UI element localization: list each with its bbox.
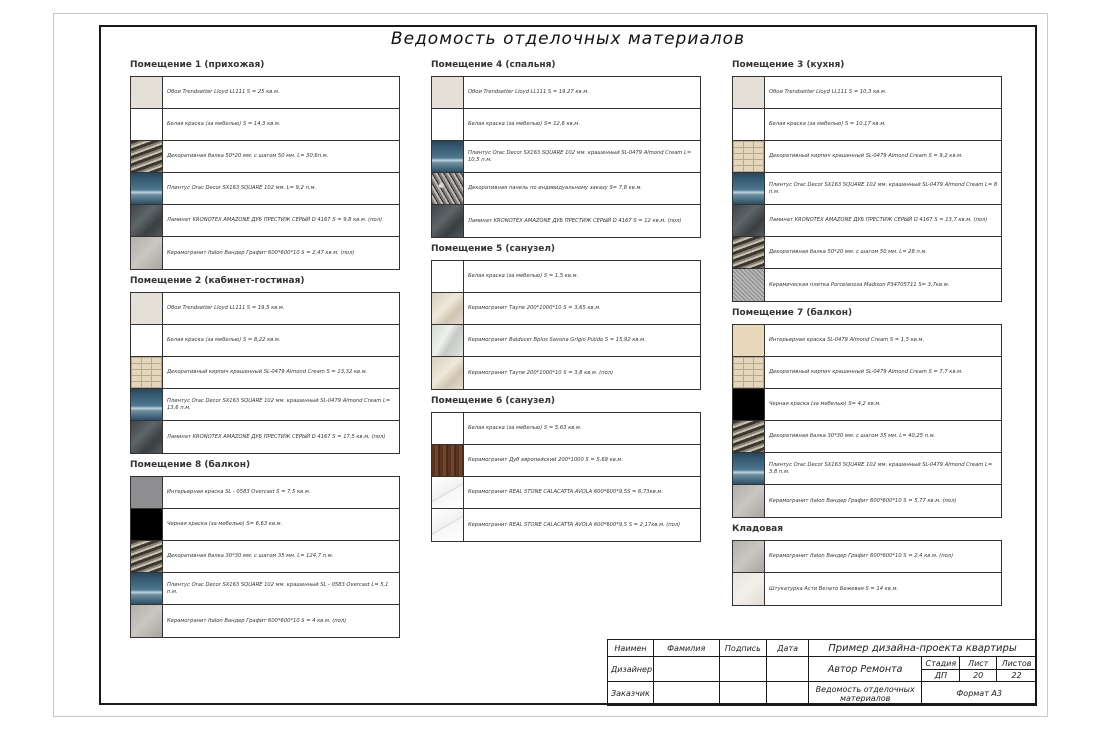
material-row bbox=[432, 205, 700, 237]
material-swatch bbox=[733, 453, 765, 484]
material-row bbox=[432, 445, 700, 477]
material-swatch bbox=[432, 77, 464, 108]
column-left bbox=[130, 54, 400, 638]
material-row bbox=[733, 237, 1001, 269]
material-row bbox=[733, 421, 1001, 453]
material-swatch bbox=[733, 357, 765, 388]
room-title: Помещение 7 (балкон) bbox=[732, 308, 853, 318]
material-description: Керамогранит Italon Вандер Графит 600*600*10 S = 2,47 кв.м. (пол) bbox=[167, 249, 355, 256]
material-description: Керамогранит Baldocer Bplus Savona Grigio Pulido S = 15,92 кв.м. bbox=[468, 337, 646, 344]
material-row bbox=[733, 541, 1001, 573]
material-description: Декоративный кирпич крашенный SL-0479 Almond Cream S = 9,2 кв.м. bbox=[769, 153, 963, 160]
room-section bbox=[431, 238, 701, 390]
material-row bbox=[131, 357, 399, 389]
material-description: Белая краска (за мебелью) S = 14,3 кв.м. bbox=[167, 121, 281, 128]
material-swatch bbox=[131, 77, 163, 108]
material-description: Ламинат KRONOTEX AMAZONE ДУБ ПРЕСТИЖ СЕРЫЙ D 4167 S = 9,8 кв.м. (пол) bbox=[167, 217, 383, 224]
stamp-author: Автор Ремонта bbox=[809, 657, 922, 682]
stamp-header-surname: Фамилия bbox=[653, 640, 719, 657]
material-row bbox=[733, 205, 1001, 237]
material-row bbox=[733, 453, 1001, 485]
material-swatch bbox=[733, 205, 765, 236]
stamp-project-title: Пример дизайна-проекта квартиры bbox=[809, 640, 1037, 657]
material-swatch bbox=[131, 141, 163, 172]
material-row bbox=[432, 141, 700, 173]
material-description: Обои Trendsetter Lloyd LL111 S = 19,5 кв.м. bbox=[167, 305, 285, 312]
stamp-document-name: Ведомость отделочных материалов bbox=[809, 682, 922, 706]
material-row bbox=[432, 413, 700, 445]
materials-table bbox=[732, 540, 1002, 606]
materials-table bbox=[130, 76, 400, 270]
material-swatch bbox=[432, 357, 464, 389]
room-title: Помещение 5 (санузел) bbox=[431, 244, 556, 254]
stamp-customer-surname bbox=[653, 682, 719, 706]
material-description: Плинтус Orac Decor SX163 SQUARE 102 мм. крашенный SL - 0583 Overcast L= 5,1 п.м. bbox=[167, 582, 389, 595]
stamp-customer-label: Заказчик bbox=[608, 682, 654, 706]
material-description: Керамогранит Italon Вандер Графит 600*600*10 S = 2,4 кв.м. (пол) bbox=[769, 553, 954, 560]
stamp-designer-surname bbox=[653, 657, 719, 682]
material-row bbox=[733, 109, 1001, 141]
material-row bbox=[733, 77, 1001, 109]
material-row bbox=[432, 109, 700, 141]
material-row bbox=[131, 573, 399, 605]
material-description: Ламинат KRONOTEX AMAZONE ДУБ ПРЕСТИЖ СЕРЫЙ D 4167 S = 12 кв.м. (пол) bbox=[468, 217, 682, 224]
material-row bbox=[733, 141, 1001, 173]
material-description: Керамогранит Таупе 200*1000*10 S = 3,8 кв.м. (пол) bbox=[468, 369, 614, 376]
material-swatch bbox=[432, 325, 464, 356]
material-description: Керамогранит Italon Вандер Графит 600*600*10 S = 4 кв.м. (пол) bbox=[167, 617, 347, 624]
material-swatch bbox=[733, 173, 765, 204]
room-title: Помещение 1 (прихожая) bbox=[130, 60, 265, 70]
material-swatch bbox=[733, 77, 765, 108]
stamp-info bbox=[808, 639, 1037, 706]
material-description: Белая краска (за мебелью) S= 12,6 кв.м. bbox=[468, 121, 580, 128]
material-row bbox=[131, 205, 399, 237]
stamp-format: Формат А3 bbox=[922, 682, 1037, 706]
material-description: Интерьерная краска SL - 0583 Overcast S = 7,5 кв.м. bbox=[167, 489, 311, 496]
material-description: Декоративная балка 30*30 мм. с шагом 35 мм. L= 40,25 п.м. bbox=[769, 433, 936, 440]
material-row bbox=[733, 389, 1001, 421]
material-row bbox=[131, 141, 399, 173]
material-description: Обои Trendsetter Lloyd LL111 S = 10,3 кв.м. bbox=[769, 89, 887, 96]
material-swatch bbox=[131, 109, 163, 140]
materials-table bbox=[130, 292, 400, 454]
material-row bbox=[432, 173, 700, 205]
stamp-sheets: 22 bbox=[997, 670, 1037, 682]
column-middle bbox=[431, 54, 701, 542]
material-row bbox=[733, 173, 1001, 205]
material-row bbox=[131, 541, 399, 573]
material-description: Керамогранит REAL STONE CALACATTA AVOLA 600*600*9,5 S = 2,17кв.м. (пол) bbox=[468, 521, 681, 528]
material-row bbox=[131, 293, 399, 325]
room-title: Помещение 4 (спальня) bbox=[431, 60, 556, 70]
material-swatch bbox=[733, 485, 765, 517]
material-swatch bbox=[733, 325, 765, 356]
material-description: Черная краска (за мебелью) S= 6,63 кв.м. bbox=[167, 521, 283, 528]
material-description: Белая краска (за мебелью) S = 1,5 кв.м. bbox=[468, 273, 579, 280]
room-title: Помещение 3 (кухня) bbox=[732, 60, 845, 70]
material-description: Белая краска (за мебелью) S = 8,22 кв.м. bbox=[167, 337, 281, 344]
stamp-designer-date bbox=[767, 657, 809, 682]
material-row bbox=[432, 261, 700, 293]
material-description: Декоративный кирпич крашенный SL-0479 Almond Cream S = 7,7 кв.м. bbox=[769, 369, 963, 376]
room-title: Помещение 8 (балкон) bbox=[130, 460, 251, 470]
material-swatch bbox=[432, 141, 464, 172]
material-swatch bbox=[733, 421, 765, 452]
material-description: Черная краска (за мебелью) S= 4,2 кв.м. bbox=[769, 401, 881, 408]
material-description: Плинтус Orac Decor SX163 SQUARE 102 мм. крашенный SL-0479 Almond Cream L= 3,8 п.м. bbox=[769, 462, 993, 475]
stamp-sheet-header: Лист bbox=[960, 657, 997, 670]
stamp-signatures bbox=[607, 639, 809, 706]
material-description: Белая краска (за мебелью) S = 10,17 кв.м. bbox=[769, 121, 886, 128]
material-swatch bbox=[131, 389, 163, 420]
material-description: Керамогранит Таупе 200*1000*10 S = 3,65 кв.м. bbox=[468, 305, 601, 312]
material-description: Ламинат KRONOTEX AMAZONE ДУБ ПРЕСТИЖ СЕРЫЙ D 4167 S = 17,5 кв.м. (пол) bbox=[167, 433, 386, 440]
stamp-stage: ДП bbox=[922, 670, 960, 682]
material-swatch bbox=[131, 541, 163, 572]
material-row bbox=[131, 237, 399, 269]
material-swatch bbox=[733, 389, 765, 420]
material-description: Ламинат KRONOTEX AMAZONE ДУБ ПРЕСТИЖ СЕРЫЙ D 4167 S = 13,7 кв.м. (пол) bbox=[769, 217, 988, 224]
stamp-header-name: Наимен bbox=[608, 640, 654, 657]
material-swatch bbox=[131, 573, 163, 604]
materials-table bbox=[732, 76, 1002, 302]
material-row bbox=[432, 509, 700, 541]
materials-table bbox=[431, 76, 701, 238]
material-description: Керамогранит REAL STONE CALACATTA AVOLA 600*600*9,5S = 6,73кв.м. bbox=[468, 489, 663, 496]
room-section bbox=[431, 54, 701, 238]
material-description: Интерьерная краска SL-0479 Almond Cream S = 1,5 кв.м. bbox=[769, 337, 925, 344]
stamp-header-sign: Подпись bbox=[719, 640, 767, 657]
material-description: Декоративная панель по индивидуальному заказу S= 7,8 кв.м. bbox=[468, 185, 643, 192]
material-swatch bbox=[432, 261, 464, 292]
material-description: Плинтус Orac Decor SX163 SQUARE 102 мм. L= 9,2 п.м. bbox=[167, 185, 317, 192]
material-row bbox=[131, 109, 399, 141]
material-row bbox=[131, 77, 399, 109]
material-description: Плинтус Orac Decor SX163 SQUARE 102 мм. крашенный SL-0479 Almond Cream L= 10,5 п.м. bbox=[468, 150, 692, 163]
material-description: Керамическая плитка Porcelanosa Madison P34705711 S= 3,7кв.м. bbox=[769, 281, 950, 288]
material-row bbox=[131, 477, 399, 509]
material-swatch bbox=[432, 413, 464, 444]
room-title: Помещение 6 (санузел) bbox=[431, 396, 556, 406]
room-title: Кладовая bbox=[732, 524, 784, 534]
stamp-sheet: 20 bbox=[960, 670, 997, 682]
material-row bbox=[131, 605, 399, 637]
material-swatch bbox=[733, 269, 765, 301]
material-swatch bbox=[733, 237, 765, 268]
material-row bbox=[733, 269, 1001, 301]
material-swatch bbox=[131, 421, 163, 453]
material-description: Обои Trendsetter Lloyd LL111 S = 25 кв.м. bbox=[167, 89, 280, 96]
room-section bbox=[732, 518, 1002, 606]
material-row bbox=[733, 325, 1001, 357]
material-swatch bbox=[131, 509, 163, 540]
material-row bbox=[432, 77, 700, 109]
material-description: Белая краска (за мебелью) S = 5,63 кв.м. bbox=[468, 425, 582, 432]
material-swatch bbox=[131, 237, 163, 269]
room-section bbox=[130, 270, 400, 454]
materials-table bbox=[431, 260, 701, 390]
material-swatch bbox=[432, 173, 464, 204]
material-description: Обои Trendsetter Lloyd LL111 S = 19,27 кв.м. bbox=[468, 89, 589, 96]
material-row bbox=[131, 421, 399, 453]
room-title: Помещение 2 (кабинет-гостиная) bbox=[130, 276, 305, 286]
material-description: Декоративная балка 50*20 мм. с шагом 50 мм. L= 30,6п.м. bbox=[167, 153, 329, 160]
material-swatch bbox=[432, 109, 464, 140]
room-section bbox=[130, 454, 400, 638]
room-section bbox=[431, 390, 701, 542]
material-description: Декоративная балка 30*30 мм. с шагом 35 мм. L= 124,7 п.м. bbox=[167, 553, 334, 560]
material-swatch bbox=[432, 445, 464, 476]
material-swatch bbox=[131, 205, 163, 236]
material-description: Плинтус Orac Decor SX163 SQUARE 102 мм. крашенный SL-0479 Almond Cream L= 13,6 п.м. bbox=[167, 398, 391, 411]
material-row bbox=[733, 357, 1001, 389]
material-row bbox=[432, 477, 700, 509]
materials-table bbox=[130, 476, 400, 638]
material-description: Штукатурка Асти Велато Бежевая S = 14 кв.м. bbox=[769, 585, 899, 592]
room-section bbox=[732, 302, 1002, 518]
title-block bbox=[607, 639, 1037, 705]
material-row bbox=[131, 325, 399, 357]
material-swatch bbox=[432, 509, 464, 541]
material-swatch bbox=[131, 293, 163, 324]
material-row bbox=[733, 573, 1001, 605]
material-description: Керамогранит Дуб европейский 200*1000 S = 5,69 кв.м. bbox=[468, 457, 623, 464]
material-row bbox=[432, 357, 700, 389]
material-swatch bbox=[432, 205, 464, 237]
material-row bbox=[733, 485, 1001, 517]
material-swatch bbox=[131, 477, 163, 508]
material-swatch bbox=[733, 573, 765, 605]
material-swatch bbox=[131, 605, 163, 637]
stamp-sheets-header: Листов bbox=[997, 657, 1037, 670]
material-row bbox=[432, 293, 700, 325]
stamp-header-date: Дата bbox=[767, 640, 809, 657]
material-row bbox=[131, 509, 399, 541]
materials-table bbox=[431, 412, 701, 542]
material-description: Керамогранит Italon Вандер Графит 600*600*10 S = 5,77 кв.м. (пол) bbox=[769, 497, 957, 504]
room-section bbox=[732, 54, 1002, 302]
stamp-stage-header: Стадия bbox=[922, 657, 960, 670]
sheet-title: Ведомость отделочных материалов bbox=[390, 29, 746, 49]
material-row bbox=[432, 325, 700, 357]
stamp-customer-sign bbox=[719, 682, 767, 706]
stamp-designer-label: Дизайнер bbox=[608, 657, 654, 682]
material-swatch bbox=[131, 325, 163, 356]
material-description: Декоративная балка 50*20 мм. с шагом 50 мм. L= 28 п.м. bbox=[769, 249, 928, 256]
material-row bbox=[131, 389, 399, 421]
stamp-designer-sign bbox=[719, 657, 767, 682]
room-section bbox=[130, 54, 400, 270]
material-swatch bbox=[733, 541, 765, 572]
material-swatch bbox=[131, 173, 163, 204]
materials-table bbox=[732, 324, 1002, 518]
material-description: Плинтус Orac Decor SX163 SQUARE 102 мм. крашенный SL-0479 Almond Cream L= 8 п.м. bbox=[769, 182, 998, 195]
column-right bbox=[732, 54, 1002, 606]
material-row bbox=[131, 173, 399, 205]
material-swatch bbox=[733, 109, 765, 140]
material-swatch bbox=[131, 357, 163, 388]
material-description: Декоративный кирпич крашенный SL-0479 Almond Cream S = 13,32 кв.м. bbox=[167, 369, 368, 376]
stamp-customer-date bbox=[767, 682, 809, 706]
material-swatch bbox=[733, 141, 765, 172]
material-swatch bbox=[432, 293, 464, 324]
material-swatch bbox=[432, 477, 464, 508]
